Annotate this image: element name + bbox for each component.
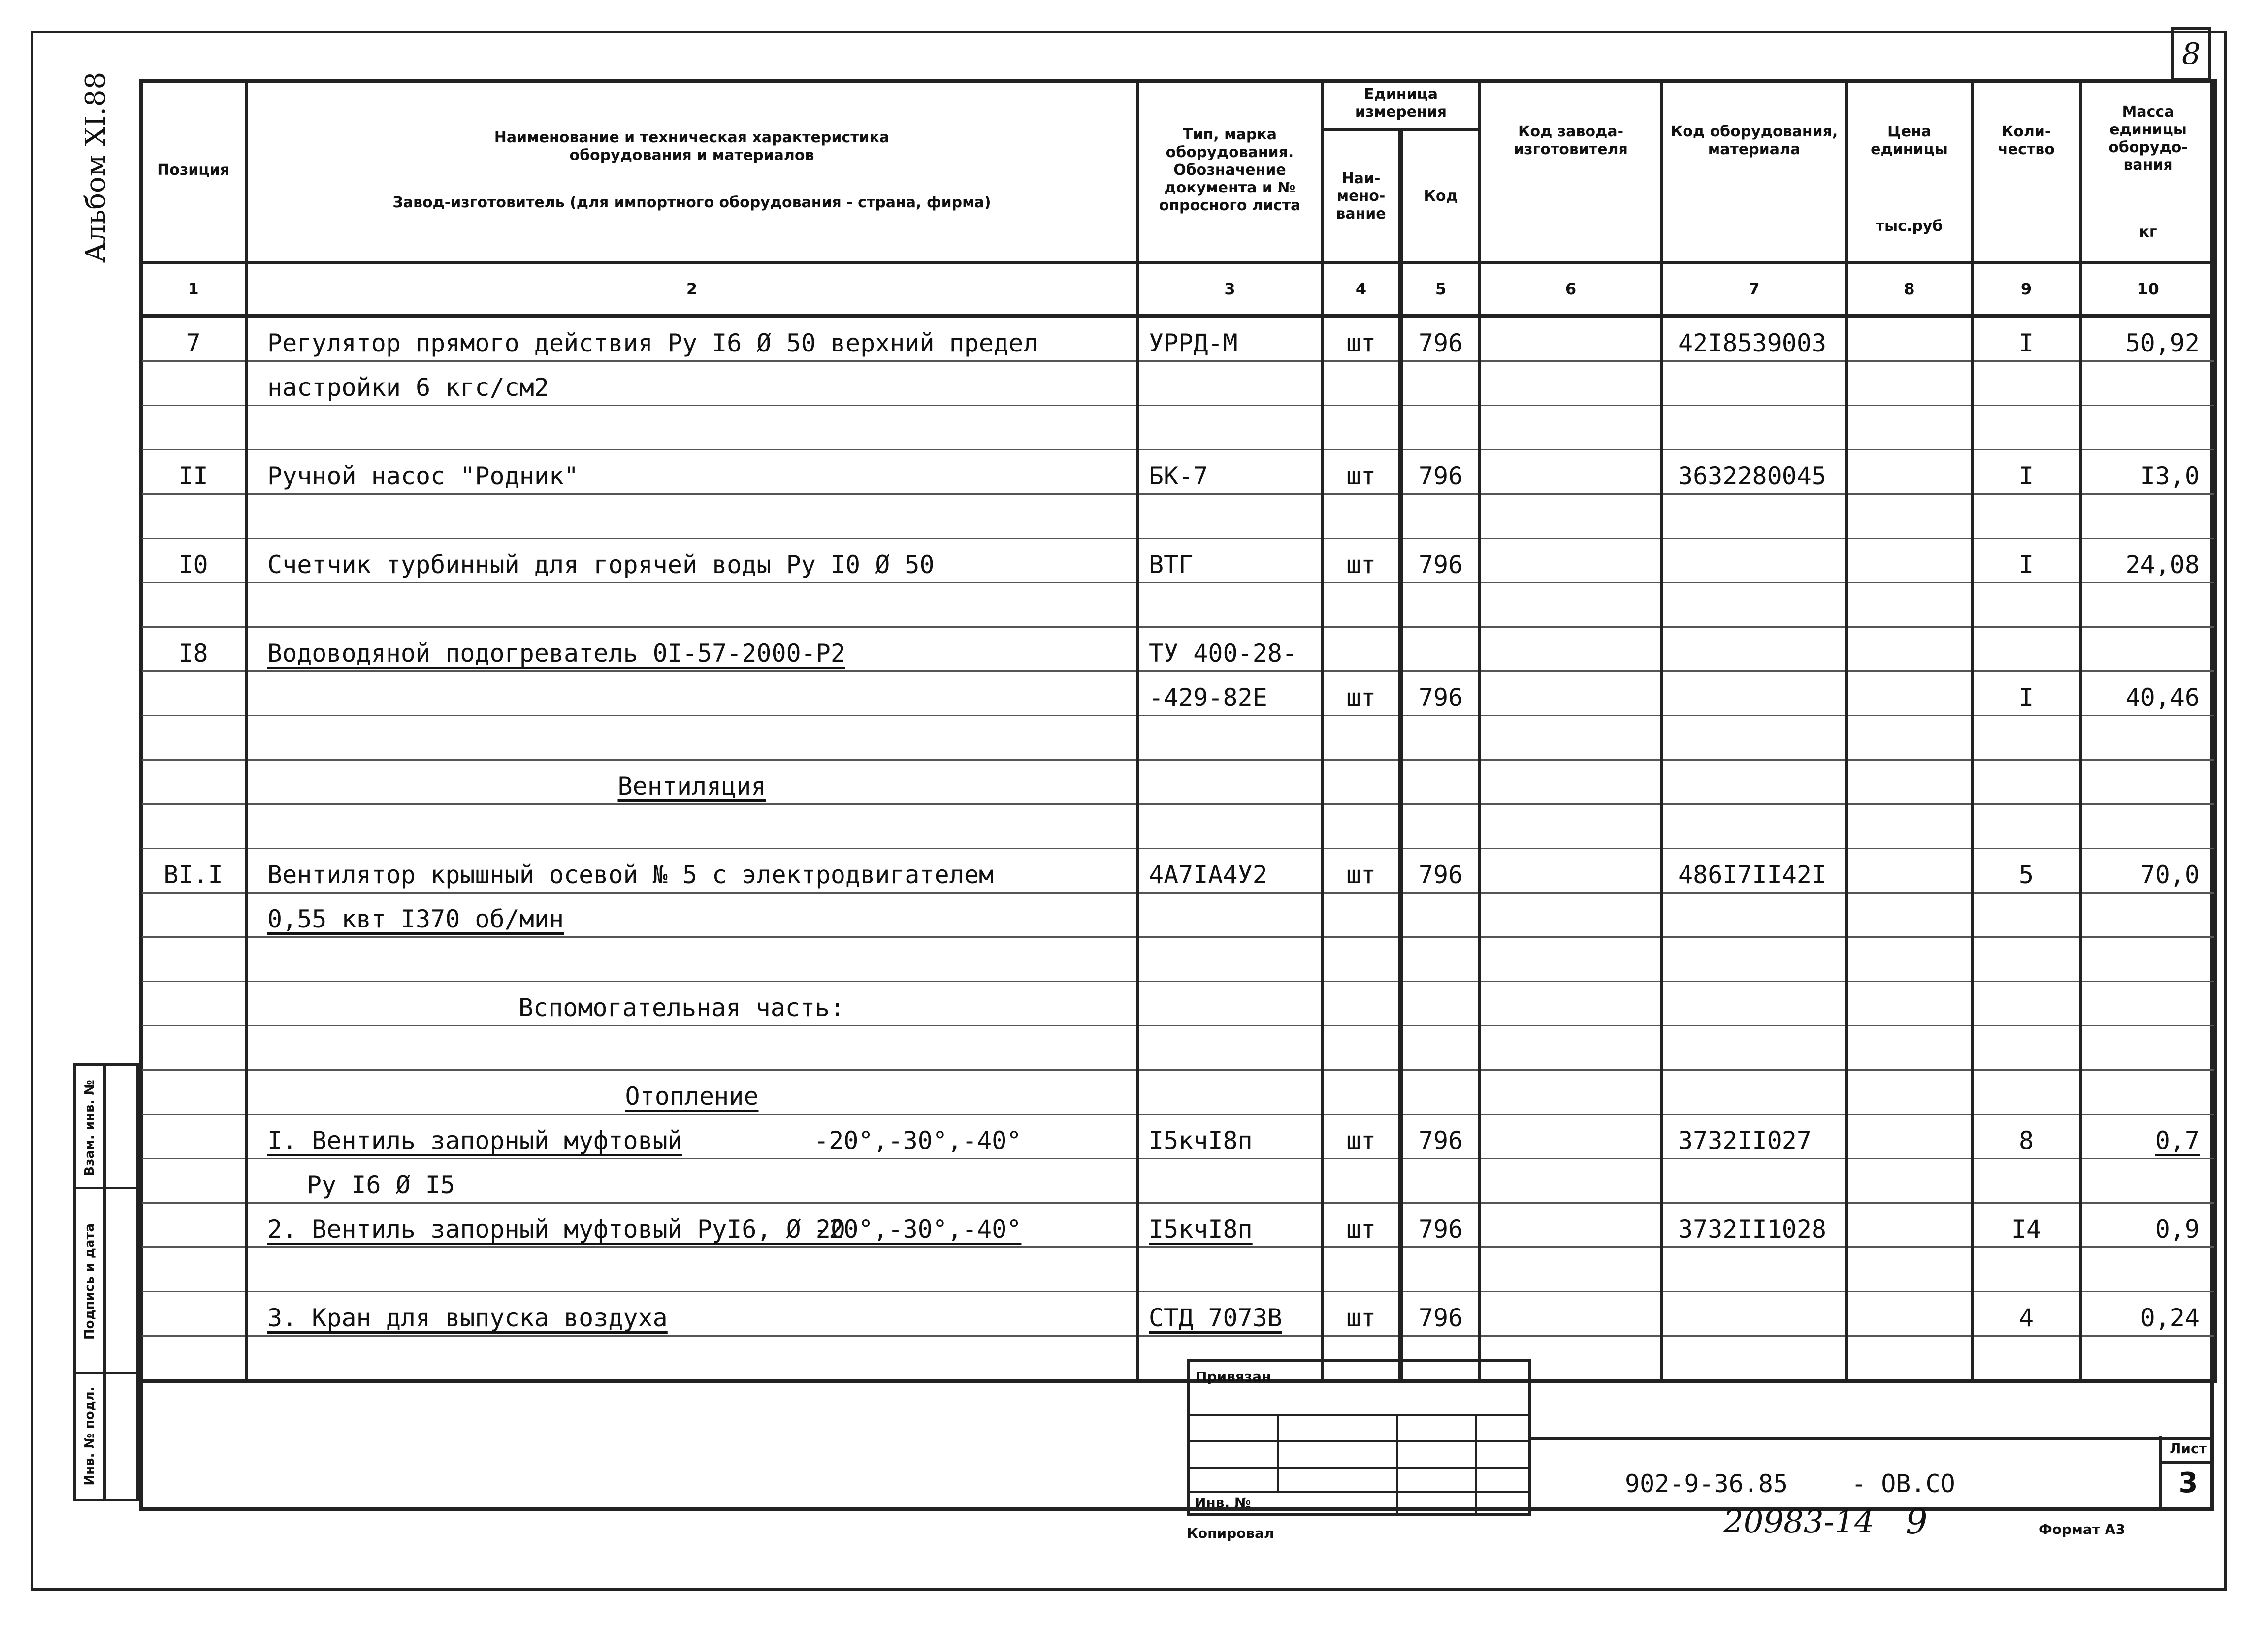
table-row [140, 316, 2216, 361]
cell-quantity: 4 [1972, 1292, 2080, 1336]
column-number: 1 [140, 263, 246, 316]
table-row [140, 937, 2216, 982]
column-number: 6 [1480, 263, 1662, 316]
cell-temperatures: -20°,-30°,-40° [814, 1126, 1022, 1155]
cell-position: I0 [140, 539, 246, 583]
cell-unit-code: 796 [1401, 539, 1480, 583]
table-row [140, 760, 2216, 804]
cell-equipment-code: 486I7II42I [1662, 849, 1847, 893]
cell-mark: ТУ 400-28- [1137, 627, 1322, 671]
table-row [140, 450, 2216, 494]
table-row [140, 494, 2216, 539]
cell-name: Регулятор прямого действия Ру I6 Ø 50 верхний предел [246, 316, 1137, 361]
column-number: 4 [1322, 263, 1401, 316]
table-row [140, 1336, 2216, 1382]
sheet-corner-number: 8 [2171, 27, 2211, 81]
cell-position: I8 [140, 627, 246, 671]
column-number: 5 [1401, 263, 1480, 316]
section-heading-heating: Отопление [246, 1070, 1137, 1115]
cell-mark: СТД 7073В [1137, 1292, 1322, 1336]
section-heading-auxiliary: Вспомогательная часть: [246, 982, 1137, 1026]
table-row [140, 893, 2216, 937]
cell-name: Вентилятор крышный осевой № 5 с электродвигателем [246, 849, 1137, 893]
cell-mark: I5кчI8п [1137, 1203, 1322, 1247]
cell-mark: 4А7IА4У2 [1137, 849, 1322, 893]
table-row [140, 982, 2216, 1026]
header-equipment-code: Код оборудования, материала [1662, 79, 1847, 263]
cell-mark: БК-7 [1137, 450, 1322, 494]
cell-mark: I5кчI8п [1137, 1115, 1322, 1159]
strip-swap-inv: Взам. инв. № [82, 1080, 97, 1176]
cell-name: Ру I6 Ø I5 [246, 1159, 1137, 1203]
table-row [140, 361, 2216, 406]
cell-unit-name: шт [1322, 450, 1401, 494]
cell-unit-name: шт [1322, 316, 1401, 361]
table-row [140, 1292, 2216, 1336]
cell-name: 0,55 квт I370 об/мин [246, 893, 1137, 937]
sheet-box-divider [2162, 1461, 2214, 1464]
cell-unit-name: шт [1322, 1115, 1401, 1159]
sheet-number: 3 [2178, 1467, 2198, 1499]
header-mass-unit: кг [2139, 223, 2157, 241]
strip-cell-swap [76, 1066, 136, 1189]
specification-table [139, 79, 2217, 1383]
table-row [140, 804, 2216, 849]
inv-no-label: Инв. № [1195, 1495, 1251, 1511]
header-name-line1: Наименование и техническая характеристика [494, 128, 890, 146]
cell-equipment-code: 3632280045 [1662, 450, 1847, 494]
cell-quantity: I [1972, 539, 2080, 583]
section-heading-ventilation: Вентиляция [246, 760, 1137, 804]
cell-name [246, 1203, 1137, 1247]
title-block-line [1531, 1437, 2214, 1440]
cell-unit-code: 796 [1401, 1292, 1480, 1336]
bound-label: Привязан [1196, 1369, 1271, 1385]
table-row [140, 671, 2216, 716]
cell-quantity: I4 [1972, 1203, 2080, 1247]
header-unit-name: Наи- мено- вание [1322, 129, 1401, 263]
column-number: 10 [2080, 263, 2216, 316]
cell-unit-name: шт [1322, 1203, 1401, 1247]
header-factory-code: Код завода- изготовителя [1480, 79, 1662, 263]
column-number: 7 [1662, 263, 1847, 316]
bb-col [1277, 1414, 1279, 1491]
cell-mass: 0,24 [2080, 1292, 2216, 1336]
cell-mass: 40,46 [2080, 671, 2216, 716]
header-quantity: Коли- чество [1972, 79, 2080, 263]
cell-equipment-code: 3732II1028 [1662, 1203, 1847, 1247]
bb-line [1190, 1491, 1528, 1493]
column-number: 3 [1137, 263, 1322, 316]
table-row [140, 583, 2216, 627]
table-row [140, 406, 2216, 450]
table-row [140, 716, 2216, 760]
cell-quantity: 5 [1972, 849, 2080, 893]
bb-line [1190, 1467, 1528, 1469]
copied-label: Копировал [1187, 1525, 1274, 1541]
bb-col [1475, 1414, 1477, 1513]
cell-unit-code: 796 [1401, 450, 1480, 494]
column-number: 2 [246, 263, 1137, 316]
cell-temperatures: -20°,-30°,-40° [814, 1215, 1022, 1244]
cell-mark: -429-82Е [1137, 671, 1322, 716]
stamp-strip [73, 1063, 139, 1501]
format-label: Формат А3 [2039, 1521, 2125, 1537]
cell-equipment-code: 3732II027 [1662, 1115, 1847, 1159]
cell-quantity: I [1972, 316, 2080, 361]
table-row [140, 1070, 2216, 1115]
header-price-label: Цена единицы [1871, 123, 1948, 158]
cell-unit-name: шт [1322, 539, 1401, 583]
inventory-code: 20983-14 [1723, 1504, 1875, 1540]
cell-unit-code: 796 [1401, 316, 1480, 361]
cell-name [246, 1115, 1137, 1159]
column-number: 8 [1847, 263, 1972, 316]
cell-unit-name: шт [1322, 671, 1401, 716]
cell-position: II [140, 450, 246, 494]
cell-name: Счетчик турбинный для горячей воды Ру I0 Ø 50 [246, 539, 1137, 583]
table-row [140, 849, 2216, 893]
header-price [1847, 79, 1972, 263]
table-row [140, 1203, 2216, 1247]
table-row [140, 539, 2216, 583]
cell-mass: 24,08 [2080, 539, 2216, 583]
bb-line [1190, 1414, 1528, 1416]
cell-name: Ручной насос "Родник" [246, 450, 1137, 494]
table-row [140, 1026, 2216, 1070]
bb-col [1396, 1414, 1398, 1513]
strip-sign-date: Подпись и дата [82, 1223, 97, 1340]
table-row [140, 627, 2216, 671]
cell-quantity: 8 [1972, 1115, 2080, 1159]
column-number-row [140, 263, 2216, 316]
cell-mass: I3,0 [2080, 450, 2216, 494]
cell-mass: 0,9 [2080, 1203, 2216, 1247]
header-name-line2: оборудования и материалов [569, 146, 814, 164]
cell-unit-code: 796 [1401, 849, 1480, 893]
cell-unit-code: 796 [1401, 671, 1480, 716]
strip-cell-inv [76, 1374, 136, 1499]
cell-quantity: I [1972, 450, 2080, 494]
cell-name: Водоводяной подогреватель 0I-57-2000-Р2 [246, 627, 1137, 671]
table-row [140, 1115, 2216, 1159]
header-type-mark: Тип, марка оборудования. Обозначение документа и № опросного листа [1137, 79, 1322, 263]
cell-position: 7 [140, 316, 246, 361]
header-price-unit: тыс.руб [1876, 218, 1943, 235]
binding-block [1187, 1359, 1531, 1516]
cell-factory-code [1480, 316, 1662, 361]
cell-quantity: I [1972, 671, 2080, 716]
header-mass [2080, 79, 2216, 263]
header-name [246, 79, 1137, 263]
cell-name: 3. Кран для выпуска воздуха [246, 1292, 1137, 1336]
document-code: 902-9-36.85 [1625, 1469, 1788, 1498]
cell-position: BI.I [140, 849, 246, 893]
inventory-sheet: 9 [1906, 1501, 1928, 1542]
cell-price [1847, 316, 1972, 361]
cell-mark: ВТГ [1137, 539, 1322, 583]
table-row [140, 1247, 2216, 1292]
sheet-label: Лист [2170, 1440, 2207, 1457]
header-name-line3: Завод-изготовитель (для импортного оборудования - страна, фирма) [392, 193, 991, 211]
header-unit-group: Единица измерения [1322, 79, 1480, 129]
bb-line [1190, 1440, 1528, 1442]
cell-mass: 50,92 [2080, 316, 2216, 361]
cell-name: настройки 6 кгс/см2 [246, 361, 1137, 406]
cell-unit-name: шт [1322, 849, 1401, 893]
strip-inv-orig: Инв. № подл. [82, 1386, 97, 1486]
header-mass-label: Масса единицы оборудо- вания [2108, 103, 2188, 174]
column-number: 9 [1972, 263, 2080, 316]
header-unit-code: Код [1401, 129, 1480, 263]
cell-unit-code: 796 [1401, 1203, 1480, 1247]
document-suffix: - ОВ.СО [1851, 1469, 1955, 1498]
cell-equipment-code: 42I8539003 [1662, 316, 1847, 361]
table-row [140, 1159, 2216, 1203]
cell-name-text: I. Вентиль запорный муфтовый [267, 1126, 682, 1155]
album-label: Альбом XI.88 [80, 71, 112, 263]
cell-mark: УРРД-М [1137, 316, 1322, 361]
cell-unit-name: шт [1322, 1292, 1401, 1336]
cell-name-text: 2. Вентиль запорный муфтовый РуI6, Ø 20 [267, 1215, 845, 1244]
header-position: Позиция [140, 79, 246, 263]
cell-unit-code: 796 [1401, 1115, 1480, 1159]
cell-mass: 70,0 [2080, 849, 2216, 893]
sheet-number-box [2159, 1436, 2214, 1511]
cell-mass: 0,7 [2080, 1115, 2216, 1159]
